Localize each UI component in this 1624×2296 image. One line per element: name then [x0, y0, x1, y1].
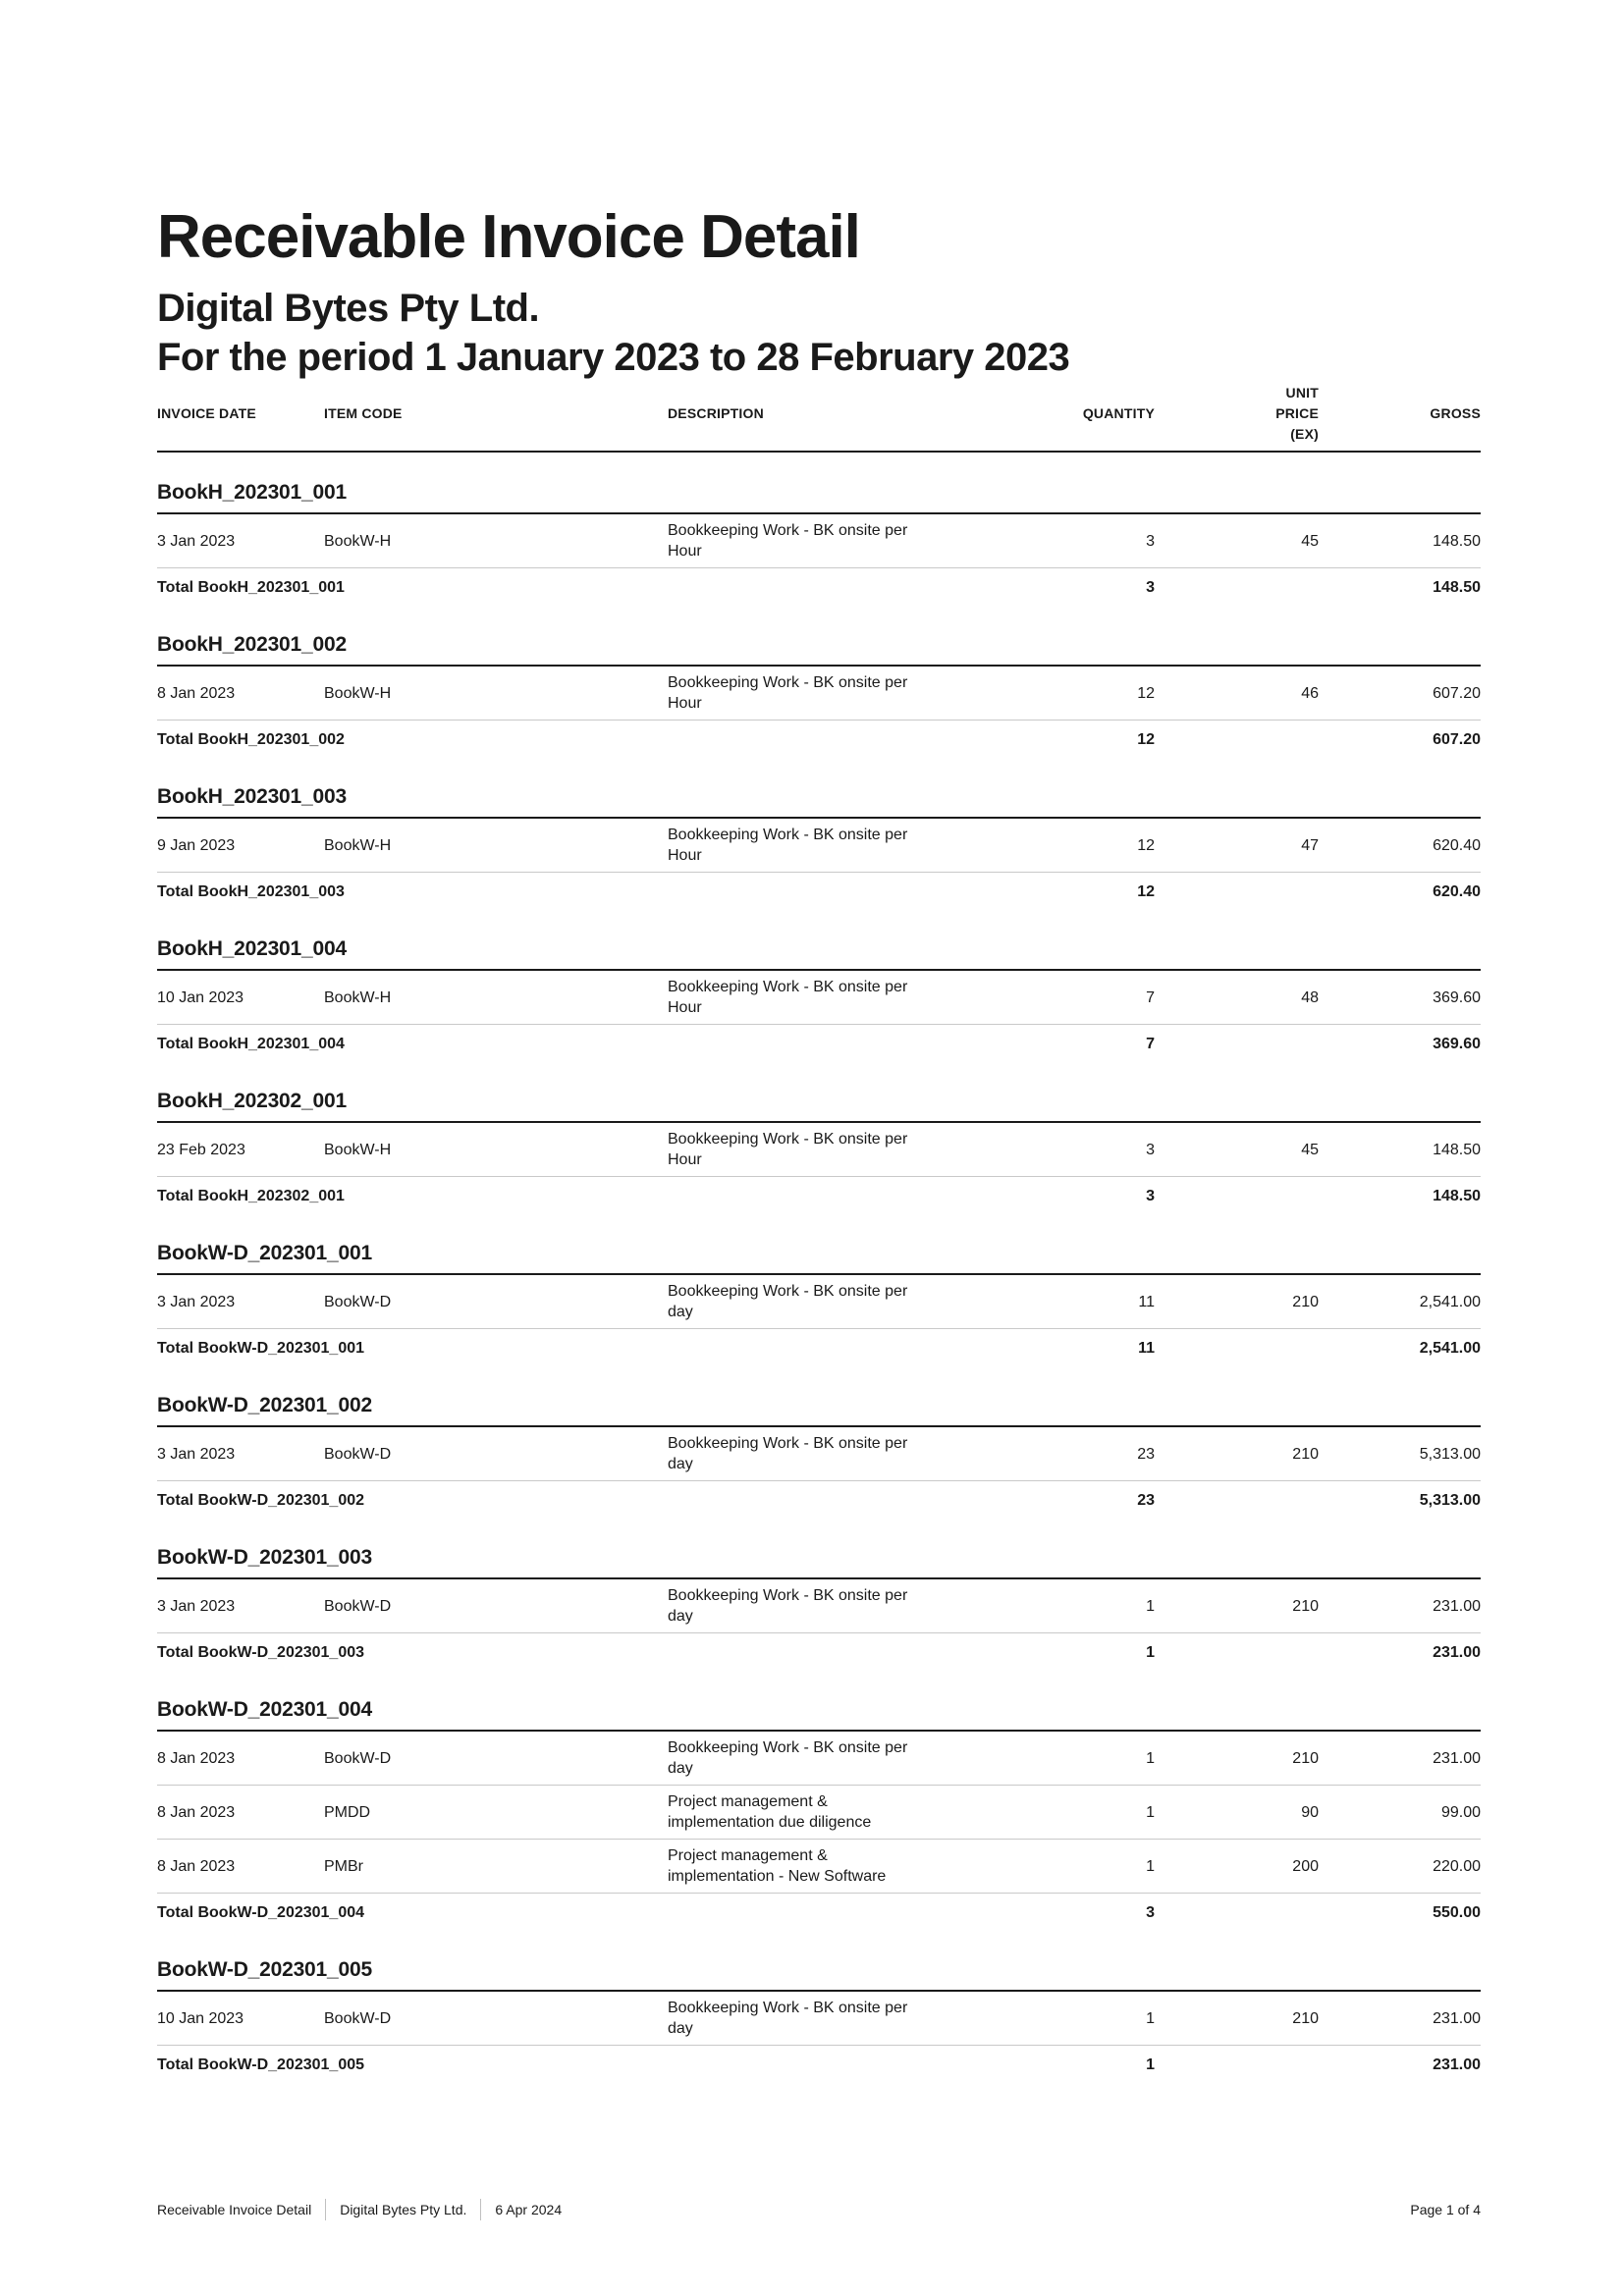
footer-company-name: Digital Bytes Pty Ltd.: [340, 2202, 467, 2217]
total-label: Total BookH_202301_001: [157, 579, 345, 596]
cell-unit-price: 46: [1301, 684, 1319, 702]
column-header-unit-price-line1: UNIT: [1285, 385, 1319, 400]
section-rows: [157, 971, 1481, 1025]
section-total-row: [157, 1894, 1481, 1930]
cell-unit-price: 210: [1292, 1597, 1319, 1615]
invoice-line-row: [157, 971, 1481, 1025]
cell-quantity: 11: [1138, 1293, 1155, 1310]
cell-quantity: 1: [1146, 2009, 1155, 2027]
cell-invoice-date: 3 Jan 2023: [157, 1293, 236, 1310]
column-header-item-code: ITEM CODE: [324, 405, 403, 421]
section-heading: BookH_202301_003: [157, 784, 1481, 819]
column-header-gross: GROSS: [1430, 405, 1481, 421]
cell-description: Project management & implementation - New Software: [668, 1847, 887, 1885]
section-rows: [157, 1427, 1481, 1481]
total-quantity: 11: [1138, 1340, 1155, 1357]
invoice-section: [157, 632, 1481, 757]
total-quantity: 12: [1137, 883, 1155, 900]
column-header-description: DESCRIPTION: [668, 405, 764, 421]
section-heading: BookW-D_202301_003: [157, 1545, 1481, 1579]
invoice-section: [157, 1957, 1481, 2082]
invoice-section: [157, 1545, 1481, 1670]
total-label: Total BookH_202301_003: [157, 883, 345, 900]
cell-item-code: BookW-D: [324, 1445, 392, 1463]
total-gross: 369.60: [1433, 1036, 1481, 1052]
total-label: Total BookH_202302_001: [157, 1188, 345, 1204]
report-period: For the period 1 January 2023 to 28 February 2023: [157, 336, 1070, 379]
cell-quantity: 7: [1146, 988, 1155, 1006]
total-quantity: 1: [1146, 1644, 1155, 1661]
cell-unit-price: 210: [1292, 2009, 1319, 2027]
section-total-row: [157, 1633, 1481, 1670]
cell-description: Bookkeeping Work - BK onsite per day: [668, 1435, 908, 1472]
total-quantity: 12: [1137, 731, 1155, 748]
section-heading: BookH_202302_001: [157, 1089, 1481, 1123]
total-gross: 2,541.00: [1419, 1340, 1481, 1357]
cell-item-code: PMBr: [324, 1857, 363, 1875]
invoice-section: [157, 480, 1481, 605]
section-heading: BookH_202301_002: [157, 632, 1481, 667]
total-quantity: 23: [1137, 1492, 1155, 1509]
cell-quantity: 3: [1146, 1141, 1155, 1158]
total-label: Total BookW-D_202301_001: [157, 1340, 365, 1357]
section-rows: [157, 1579, 1481, 1633]
column-header-invoice-date: INVOICE DATE: [157, 405, 256, 421]
total-label: Total BookH_202301_004: [157, 1036, 345, 1052]
cell-gross: 5,313.00: [1419, 1445, 1481, 1463]
invoice-line-row: [157, 1275, 1481, 1329]
section-heading: BookW-D_202301_004: [157, 1697, 1481, 1732]
cell-quantity: 1: [1146, 1857, 1155, 1875]
cell-gross: 369.60: [1433, 988, 1481, 1006]
total-label: Total BookW-D_202301_002: [157, 1492, 365, 1509]
invoice-line-row: [157, 1992, 1481, 2046]
section-total-row: [157, 1329, 1481, 1365]
cell-invoice-date: 8 Jan 2023: [157, 1857, 236, 1875]
table-header-row: [157, 383, 1481, 453]
cell-gross: 620.40: [1433, 836, 1481, 854]
section-heading: BookH_202301_001: [157, 480, 1481, 514]
cell-invoice-date: 23 Feb 2023: [157, 1141, 245, 1158]
invoice-line-row: [157, 1123, 1481, 1177]
column-header-unit-price-line3: (EX): [1290, 426, 1319, 442]
cell-description: Bookkeeping Work - BK onsite per Hour: [668, 827, 908, 864]
invoice-line-row: [157, 1427, 1481, 1481]
total-gross: 148.50: [1433, 1188, 1481, 1204]
section-heading: BookW-D_202301_002: [157, 1393, 1481, 1427]
cell-item-code: BookW-H: [324, 988, 392, 1006]
footer-separator: [325, 2199, 326, 2220]
cell-unit-price: 210: [1292, 1293, 1319, 1310]
total-quantity: 3: [1146, 1188, 1155, 1204]
section-heading: BookW-D_202301_005: [157, 1957, 1481, 1992]
cell-description: Bookkeeping Work - BK onsite per Hour: [668, 1131, 908, 1168]
invoice-line-row: [157, 819, 1481, 873]
cell-quantity: 12: [1137, 684, 1155, 702]
cell-invoice-date: 9 Jan 2023: [157, 836, 236, 854]
cell-unit-price: 200: [1292, 1857, 1319, 1875]
cell-description: Bookkeeping Work - BK onsite per day: [668, 1587, 908, 1625]
section-total-row: [157, 568, 1481, 605]
invoice-line-row: [157, 514, 1481, 568]
cell-description: Bookkeeping Work - BK onsite per day: [668, 1739, 908, 1777]
column-header-unit-price: [1155, 383, 1319, 445]
section-total-row: [157, 1481, 1481, 1518]
invoice-section: [157, 1697, 1481, 1930]
total-gross: 620.40: [1433, 883, 1481, 900]
cell-item-code: BookW-D: [324, 1597, 392, 1615]
cell-unit-price: 45: [1301, 532, 1319, 550]
cell-gross: 148.50: [1433, 532, 1481, 550]
cell-description: Bookkeeping Work - BK onsite per Hour: [668, 674, 908, 712]
section-rows: [157, 667, 1481, 721]
cell-invoice-date: 8 Jan 2023: [157, 1749, 236, 1767]
cell-unit-price: 48: [1301, 988, 1319, 1006]
total-quantity: 3: [1146, 1904, 1155, 1921]
page-footer: [157, 2199, 1481, 2220]
section-rows: [157, 819, 1481, 873]
cell-invoice-date: 8 Jan 2023: [157, 1803, 236, 1821]
total-gross: 231.00: [1433, 2056, 1481, 2073]
footer-report-name: Receivable Invoice Detail: [157, 2202, 312, 2217]
invoice-section: [157, 1241, 1481, 1365]
cell-quantity: 1: [1146, 1749, 1155, 1767]
invoice-section: [157, 1393, 1481, 1518]
total-label: Total BookW-D_202301_003: [157, 1644, 365, 1661]
cell-description: Bookkeeping Work - BK onsite per Hour: [668, 979, 908, 1016]
cell-item-code: BookW-H: [324, 684, 392, 702]
total-label: Total BookW-D_202301_005: [157, 2056, 365, 2073]
total-quantity: 1: [1146, 2056, 1155, 2073]
cell-item-code: BookW-H: [324, 836, 392, 854]
cell-invoice-date: 10 Jan 2023: [157, 988, 244, 1006]
cell-unit-price: 90: [1301, 1803, 1319, 1821]
invoice-sections-list: [157, 480, 1481, 2082]
section-total-row: [157, 2046, 1481, 2082]
cell-invoice-date: 10 Jan 2023: [157, 2009, 244, 2027]
page-title: Receivable Invoice Detail: [157, 203, 860, 271]
total-gross: 231.00: [1433, 1644, 1481, 1661]
cell-quantity: 3: [1146, 532, 1155, 550]
footer-page-number: Page 1 of 4: [1410, 2202, 1481, 2217]
cell-description: Bookkeeping Work - BK onsite per day: [668, 1283, 908, 1320]
total-quantity: 3: [1146, 579, 1155, 596]
section-heading: BookH_202301_004: [157, 936, 1481, 971]
invoice-line-row: [157, 1732, 1481, 1786]
total-label: Total BookW-D_202301_004: [157, 1904, 365, 1921]
cell-gross: 231.00: [1433, 2009, 1481, 2027]
cell-description: Bookkeeping Work - BK onsite per day: [668, 2000, 908, 2037]
cell-unit-price: 47: [1301, 836, 1319, 854]
cell-gross: 2,541.00: [1419, 1293, 1481, 1310]
cell-quantity: 1: [1146, 1597, 1155, 1615]
cell-gross: 231.00: [1433, 1749, 1481, 1767]
total-label: Total BookH_202301_002: [157, 731, 345, 748]
total-gross: 607.20: [1433, 731, 1481, 748]
section-rows: [157, 1992, 1481, 2046]
cell-item-code: BookW-D: [324, 1749, 392, 1767]
column-header-unit-price-line2: PRICE: [1275, 405, 1319, 421]
cell-gross: 231.00: [1433, 1597, 1481, 1615]
cell-quantity: 1: [1146, 1803, 1155, 1821]
invoice-line-row: [157, 1579, 1481, 1633]
section-rows: [157, 1123, 1481, 1177]
section-total-row: [157, 1177, 1481, 1213]
total-gross: 148.50: [1433, 579, 1481, 596]
invoice-section: [157, 1089, 1481, 1213]
cell-unit-price: 210: [1292, 1445, 1319, 1463]
cell-invoice-date: 8 Jan 2023: [157, 684, 236, 702]
cell-invoice-date: 3 Jan 2023: [157, 1597, 236, 1615]
cell-gross: 220.00: [1433, 1857, 1481, 1875]
cell-item-code: BookW-H: [324, 1141, 392, 1158]
cell-description: Project management & implementation due diligence: [668, 1793, 872, 1831]
cell-item-code: BookW-D: [324, 1293, 392, 1310]
section-total-row: [157, 721, 1481, 757]
total-quantity: 7: [1146, 1036, 1155, 1052]
invoice-section: [157, 936, 1481, 1061]
cell-item-code: BookW-D: [324, 2009, 392, 2027]
cell-description: Bookkeeping Work - BK onsite per Hour: [668, 522, 908, 560]
section-rows: [157, 1732, 1481, 1894]
invoice-line-row: [157, 1786, 1481, 1840]
section-total-row: [157, 873, 1481, 909]
footer-date: 6 Apr 2024: [495, 2202, 563, 2217]
section-total-row: [157, 1025, 1481, 1061]
cell-item-code: PMDD: [324, 1803, 371, 1821]
cell-unit-price: 45: [1301, 1141, 1319, 1158]
cell-quantity: 23: [1137, 1445, 1155, 1463]
section-rows: [157, 514, 1481, 568]
cell-quantity: 12: [1137, 836, 1155, 854]
cell-gross: 607.20: [1433, 684, 1481, 702]
footer-left-group: [157, 2199, 562, 2220]
column-header-quantity: QUANTITY: [1082, 405, 1155, 421]
cell-gross: 99.00: [1440, 1803, 1481, 1821]
total-gross: 550.00: [1433, 1904, 1481, 1921]
cell-unit-price: 210: [1292, 1749, 1319, 1767]
total-gross: 5,313.00: [1419, 1492, 1481, 1509]
cell-invoice-date: 3 Jan 2023: [157, 532, 236, 550]
cell-item-code: BookW-H: [324, 532, 392, 550]
invoice-line-row: [157, 1840, 1481, 1894]
company-name: Digital Bytes Pty Ltd.: [157, 287, 540, 330]
cell-invoice-date: 3 Jan 2023: [157, 1445, 236, 1463]
invoice-line-row: [157, 667, 1481, 721]
section-heading: BookW-D_202301_001: [157, 1241, 1481, 1275]
cell-gross: 148.50: [1433, 1141, 1481, 1158]
footer-separator: [480, 2199, 481, 2220]
invoice-section: [157, 784, 1481, 909]
section-rows: [157, 1275, 1481, 1329]
